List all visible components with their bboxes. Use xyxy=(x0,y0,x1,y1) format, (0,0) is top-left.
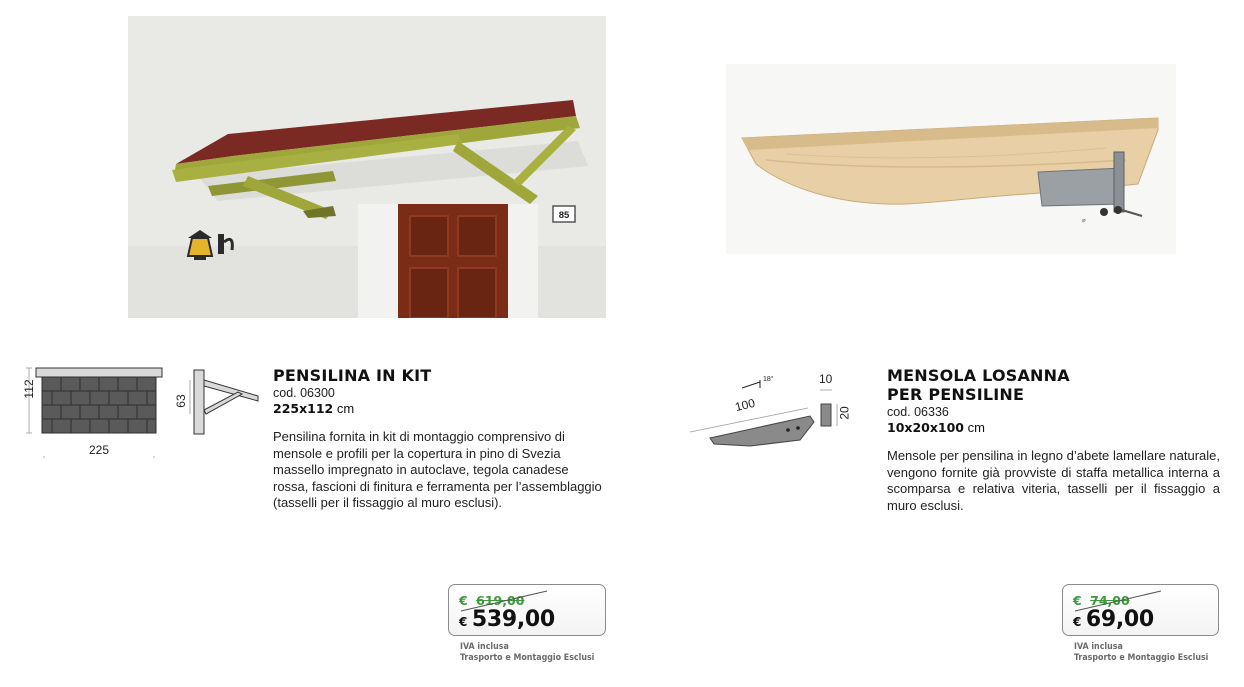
pensilina-side-drawing-svg xyxy=(188,366,264,438)
product-description: Pensilina fornita in kit di montaggio comprensivo di mensole e profili per la copertura in pino di Svezia massello impregnato in autoclave, tegola canadese rossa, fascioni di finitura e ferramenta per l’assemblaggio (tasselli per il fissaggio al muro esclusi). xyxy=(273,429,602,511)
drawing-depth-label: 10 xyxy=(819,372,833,386)
pensilina-photo xyxy=(128,16,606,318)
price-box-mensola xyxy=(1062,584,1219,636)
drawing-width-label: 225 xyxy=(88,443,110,457)
product-description: Mensole per pensilina in legno d’abete lamellare naturale, vengono fornite già provviste di staffa metallica interna a scomparsa e relativa viteria, tasselli per il fissaggio a muro esclusi. xyxy=(887,448,1220,513)
pensilina-side-drawing xyxy=(188,366,264,438)
mensola-photo xyxy=(726,64,1176,254)
drawing-length-label: 100 xyxy=(733,395,757,415)
drawing-height-label: 112 xyxy=(22,379,36,399)
product-pensilina-info xyxy=(273,366,613,512)
drawing-angle-label: 18° xyxy=(763,376,774,383)
product-code: cod. 06336 xyxy=(887,405,949,419)
price-note-mensola: IVA inclusa Trasporto e Montaggio Esclusi xyxy=(1074,642,1209,663)
product-title: PENSILINA IN KIT xyxy=(273,366,432,385)
old-price: € 619,00 xyxy=(459,593,525,608)
drawing-section-height-label: 20 xyxy=(837,406,852,420)
product-dimensions xyxy=(273,401,613,417)
product-mensola-info xyxy=(887,366,1222,514)
product-dimensions xyxy=(887,420,1222,436)
svg-text:⌀: ⌀ xyxy=(1082,218,1086,224)
product-code: cod. 06300 xyxy=(273,386,335,400)
metal-plate xyxy=(1038,168,1124,206)
dimensions-unit: cm xyxy=(967,420,985,435)
new-price: € 539,00 xyxy=(459,607,555,632)
dimensions-value: 225x112 xyxy=(273,401,334,416)
product-title-line2: PER PENSILINE xyxy=(887,385,1025,404)
mensola-photo-svg xyxy=(726,64,1176,254)
dimensions-value: 10x20x100 xyxy=(887,420,965,435)
pensilina-photo-svg xyxy=(128,16,606,318)
dimensions-unit: cm xyxy=(336,401,355,416)
old-price: € 74,00 xyxy=(1073,593,1130,608)
house-number: 85 xyxy=(558,210,570,221)
product-title: MENSOLA LOSANNA xyxy=(887,366,1070,385)
price-note-pensilina: IVA inclusa Trasporto e Montaggio Esclusi xyxy=(460,642,595,663)
new-price: € 69,00 xyxy=(1073,607,1154,632)
price-box-pensilina xyxy=(448,584,606,636)
drawing-bracket-label: 63 xyxy=(174,394,188,408)
